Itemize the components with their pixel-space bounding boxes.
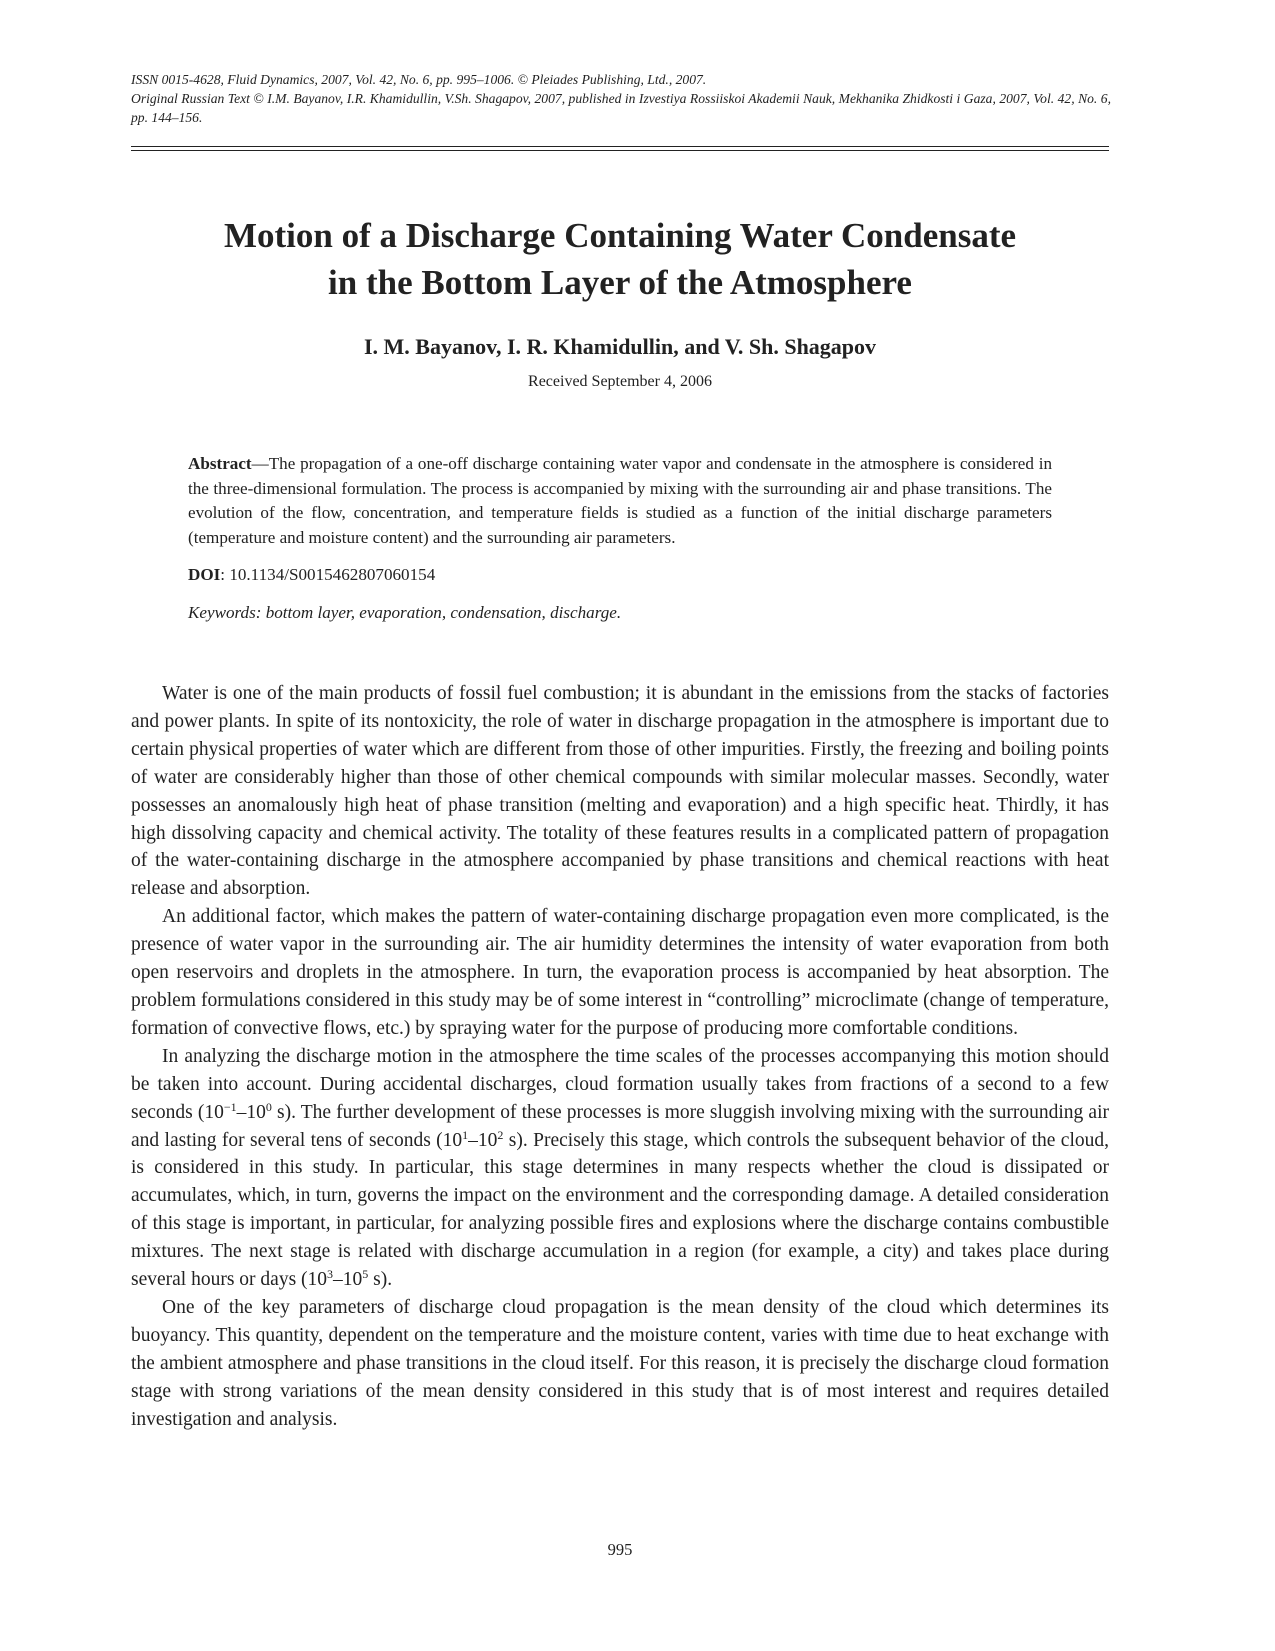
abstract-section [188, 452, 1052, 626]
body-paragraph-1: Water is one of the main products of fossil fuel combustion; it is abundant in the emissions from the stacks of factories and power plants. In spite of its nontoxicity, the role of water in discharge propagation in the atmosphere is important due to certain physical properties of water which are different from those of other impurities. Firstly, the freezing and boiling points of water are considerably higher than those of other chemical compounds with similar molecular masses. Secondly, water possesses an anomalously high heat of phase transition (melting and evaporation) and a high specific heat. Thirdly, it has high dissolving capacity and chemical activity. The totality of these features results in a complicated pattern of propagation of the water-containing discharge in the atmosphere accompanied by phase transitions and chemical reactions with heat release and absorption. [131, 683, 1109, 900]
received-date: Received September 4, 2006 [528, 373, 712, 390]
p3-text-1: In analyzing the discharge motion in the atmosphere the time scales of the processes accompanying this motion should be taken into account. During accidental discharges, cloud formation usually takes from fractions of a second to a few seconds (10 [131, 1045, 1109, 1123]
p3-text-7: s). [368, 1269, 393, 1291]
title-line-1: Motion of a Discharge Containing Water Condensate [223, 216, 1017, 255]
doi-value: : 10.1134/S0015462807060154 [220, 565, 436, 585]
p3-superscript-2: 0 [265, 1099, 272, 1114]
p3-superscript-5: 3 [327, 1267, 334, 1282]
header-original-text-line: Original Russian Text © I.M. Bayanov, I.R. Khamidullin, V.Sh. Shagapov, 2007, published in Izvestiya Rossiiskoi Akademii Nauk, Mekhanika Zhidkosti i Gaza, 2007, Vol. 42, No. 6, pp. 144–156. [131, 91, 1111, 125]
author-list: I. M. Bayanov, I. R. Khamidullin, and V. Sh. Shagapov [363, 334, 877, 359]
p3-text-6: –10 [333, 1269, 363, 1291]
p3-superscript-3: 1 [462, 1127, 469, 1142]
doi-label: DOI [188, 565, 221, 585]
p3-superscript-6: 5 [362, 1267, 369, 1282]
abstract-text: —The propagation of a one-off discharge containing water vapor and condensate in the atmosphere is considered in the three-dimensional formulation. The process is accompanied by mixing with the surrounding air and phase transitions. The evolution of the flow, concentration, and temperature fields is studied as a function of the initial discharge parameters (temperature and moisture content) and the surrounding air parameters. [188, 454, 1052, 547]
abstract-paragraph [188, 452, 1052, 550]
paper-title [131, 212, 1109, 306]
p3-superscript-4: 2 [497, 1127, 504, 1142]
body-paragraph-2: An additional factor, which makes the pattern of water-containing discharge propagation even more complicated, is the presence of water vapor in the surrounding air. The air humidity determines the intensity of water evaporation from both open reservoirs and droplets in the atmosphere. In turn, the evaporation process is accompanied by heat absorption. The problem formulations considered in this study may be of some interest in “controlling” microclimate (change of temperature, formation of convective flows, etc.) by spraying water for the purpose of producing more comfortable conditions. [131, 906, 1109, 1039]
keywords-line: Keywords: bottom layer, evaporation, condensation, discharge. [188, 602, 622, 622]
p3-text-5: s). Precisely this stage, which controls the subsequent behavior of the cloud, is considered in this study. In particular, this stage determines in many respects whether the cloud is dissipated or accumulates, which, in turn, governs the impact on the environment and the corresponding damage. A detailed consideration of this stage is important, in particular, for analyzing possible fires and explosions where the discharge contains combustible mixtures. The next stage is related with discharge accumulation in a region (for example, a city) and takes place during several hours or days (10 [131, 1129, 1109, 1291]
journal-header [131, 70, 1111, 127]
abstract-label: Abstract [188, 454, 252, 473]
p3-text-4: –10 [468, 1129, 498, 1151]
header-citation-line: ISSN 0015-4628, Fluid Dynamics, 2007, Vol. 42, No. 6, pp. 995–1006. © Pleiades Publishing, Ltd., 2007. [131, 72, 707, 87]
header-rule-bottom [131, 150, 1109, 151]
page-number: 995 [607, 1540, 633, 1559]
body-text [131, 680, 1109, 1433]
title-line-2: in the Bottom Layer of the Atmosphere [328, 263, 912, 302]
body-paragraph-3 [131, 1043, 1109, 1294]
header-rule-top [131, 146, 1109, 147]
p3-text-3: s). The further development of these processes is more sluggish involving mixing with the surrounding air and lasting for several tens of seconds (10 [131, 1101, 1109, 1151]
body-paragraph-4: One of the key parameters of discharge cloud propagation is the mean density of the cloud which determines its buoyancy. This quantity, dependent on the temperature and the moisture content, varies with time due to heat exchange with the ambient atmosphere and phase transitions in the cloud itself. For this reason, it is precisely the discharge cloud formation stage with strong variations of the mean density considered in this study that is of most interest and requires detailed investigation and analysis. [131, 1296, 1109, 1430]
p3-text-2: –10 [236, 1101, 266, 1123]
p3-superscript-1: −1 [223, 1099, 237, 1114]
doi-line [188, 563, 1052, 588]
